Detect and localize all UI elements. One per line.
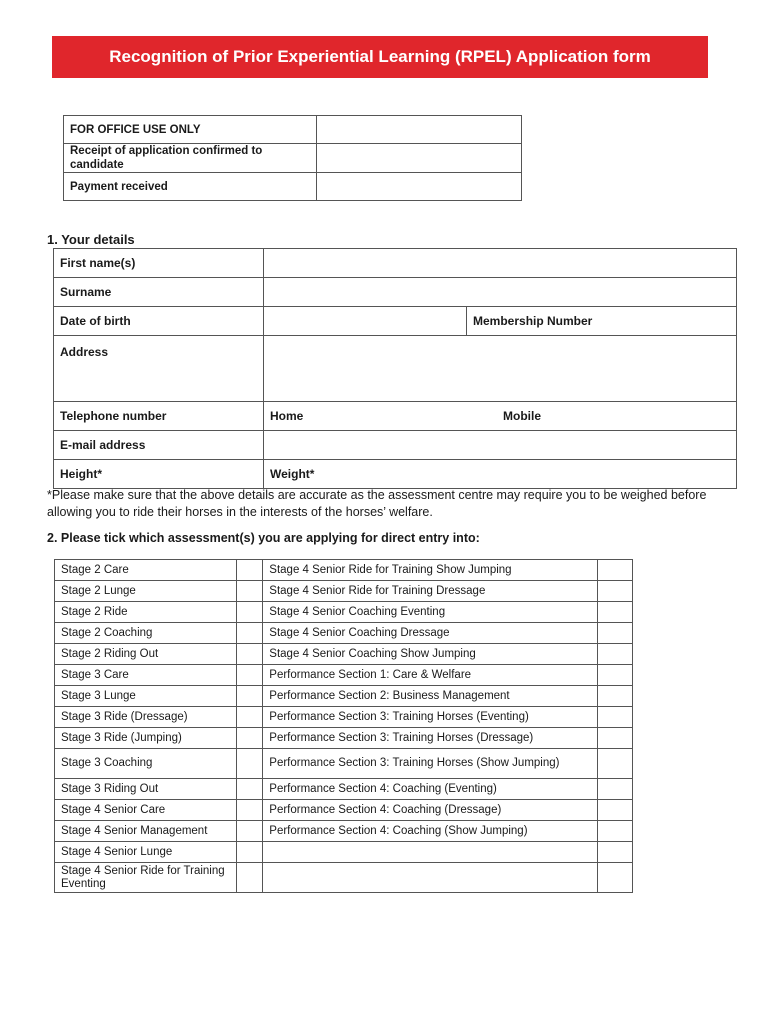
assessment-tick-box[interactable]: [597, 623, 632, 644]
payment-received-field[interactable]: [317, 173, 522, 201]
assessment-tick-box[interactable]: [597, 728, 632, 749]
email-label: E-mail address: [54, 431, 264, 460]
assessment-row: [55, 644, 633, 665]
assessment-label: Stage 4 Senior Management: [55, 821, 237, 842]
assessment-tick-box[interactable]: [597, 800, 632, 821]
assessment-label: Stage 3 Riding Out: [55, 779, 237, 800]
section-2-title: 2. Please tick which assessment(s) you are applying for direct entry into:: [47, 531, 480, 545]
address-field[interactable]: [264, 336, 737, 402]
weight-label: Weight*: [270, 467, 315, 481]
assessment-row: [55, 800, 633, 821]
assessment-label: Stage 4 Senior Coaching Show Jumping: [263, 644, 597, 665]
height-label: Height*: [60, 467, 102, 481]
telephone-field[interactable]: [264, 402, 737, 431]
assessment-label: Stage 4 Senior Coaching Dressage: [263, 623, 597, 644]
office-row: [64, 144, 522, 173]
assessment-tick-box[interactable]: [237, 602, 263, 623]
assessment-label: Stage 4 Senior Lunge: [55, 842, 237, 863]
assessment-label: Stage 4 Senior Ride for Training Show Jumping: [263, 560, 597, 581]
telephone-label: Telephone number: [54, 402, 264, 431]
assessment-row: [55, 749, 633, 779]
first-name-label: First name(s): [54, 249, 264, 278]
assessment-row: [55, 779, 633, 800]
assessment-label: Stage 3 Lunge: [55, 686, 237, 707]
first-name-field[interactable]: [264, 249, 737, 278]
assessment-tick-box[interactable]: [597, 749, 632, 779]
office-field[interactable]: [317, 116, 522, 144]
assessment-tick-box[interactable]: [237, 707, 263, 728]
assessment-row: [55, 728, 633, 749]
assessment-tick-box[interactable]: [237, 644, 263, 665]
assessment-label: Performance Section 4: Coaching (Dressage): [263, 800, 597, 821]
assessment-label: Performance Section 3: Training Horses (Dressage): [263, 728, 597, 749]
assessment-row: [55, 581, 633, 602]
assessment-tick-box[interactable]: [237, 728, 263, 749]
assessment-row: [55, 686, 633, 707]
assessment-row: [55, 623, 633, 644]
height-field[interactable]: [54, 460, 264, 489]
assessment-tick-box[interactable]: [237, 863, 263, 893]
assessment-label: Performance Section 3: Training Horses (Eventing): [263, 707, 597, 728]
office-label: Receipt of application confirmed to candidate: [64, 144, 317, 173]
assessment-tick-box[interactable]: [237, 665, 263, 686]
assessment-label: [263, 863, 597, 893]
assessment-tick-box[interactable]: [237, 560, 263, 581]
form-title-banner: [52, 36, 708, 78]
assessment-label: Performance Section 4: Coaching (Show Jumping): [263, 821, 597, 842]
accuracy-note: *Please make sure that the above details are accurate as the assessment centre may require you to be weighed before allowing you to ride their horses in the interests of the horses’ welfare.: [47, 488, 707, 519]
assessment-tick-box[interactable]: [597, 863, 632, 893]
email-field[interactable]: [264, 431, 737, 460]
assessment-label: Stage 3 Ride (Jumping): [55, 728, 237, 749]
assessment-label: Stage 4 Senior Coaching Eventing: [263, 602, 597, 623]
assessment-label: Stage 3 Coaching: [55, 749, 237, 779]
assessment-tick-box[interactable]: [597, 581, 632, 602]
assessment-tick-box[interactable]: [597, 707, 632, 728]
membership-number-label: Membership Number: [473, 314, 593, 328]
assessment-row: [55, 665, 633, 686]
assessment-tick-box[interactable]: [237, 821, 263, 842]
dob-label: Date of birth: [54, 307, 264, 336]
home-phone-label: Home: [270, 409, 304, 423]
assessment-row: [55, 842, 633, 863]
assessment-label: Stage 4 Senior Ride for Training Dressage: [263, 581, 597, 602]
assessment-tick-box[interactable]: [597, 560, 632, 581]
assessment-label: [263, 842, 597, 863]
assessment-label: Stage 4 Senior Ride for Training Eventing: [55, 863, 237, 893]
mobile-phone-label: Mobile: [503, 409, 541, 423]
assessment-tick-box[interactable]: [597, 665, 632, 686]
assessment-tick-box[interactable]: [597, 821, 632, 842]
assessment-tick-box[interactable]: [237, 842, 263, 863]
assessment-label: Performance Section 1: Care & Welfare: [263, 665, 597, 686]
address-label: Address: [54, 336, 264, 402]
surname-field[interactable]: [264, 278, 737, 307]
dob-field[interactable]: [264, 307, 467, 336]
assessment-tick-box[interactable]: [237, 800, 263, 821]
assessment-label: Performance Section 4: Coaching (Eventing): [263, 779, 597, 800]
assessment-row: [55, 707, 633, 728]
assessment-tick-box[interactable]: [597, 842, 632, 863]
assessment-label: Stage 2 Care: [55, 560, 237, 581]
assessment-label: Stage 2 Ride: [55, 602, 237, 623]
assessment-tick-box[interactable]: [237, 749, 263, 779]
assessment-tick-box[interactable]: [237, 686, 263, 707]
assessment-label: Stage 2 Lunge: [55, 581, 237, 602]
assessment-tick-box[interactable]: [597, 602, 632, 623]
assessment-label: Stage 4 Senior Care: [55, 800, 237, 821]
assessment-label: Stage 2 Riding Out: [55, 644, 237, 665]
receipt-confirmed-field[interactable]: [317, 144, 522, 173]
assessment-label: Stage 3 Care: [55, 665, 237, 686]
office-label: FOR OFFICE USE ONLY: [64, 116, 317, 144]
form-title: Recognition of Prior Experiential Learning (RPEL) Application form: [109, 47, 651, 66]
surname-label: Surname: [54, 278, 264, 307]
assessment-tick-box[interactable]: [597, 779, 632, 800]
office-row: [64, 173, 522, 201]
membership-number-field[interactable]: [467, 307, 737, 336]
assessment-table: [54, 559, 633, 893]
assessment-row: [55, 863, 633, 893]
assessment-tick-box[interactable]: [237, 623, 263, 644]
assessment-row: [55, 821, 633, 842]
office-row: [64, 116, 522, 144]
assessment-label: Performance Section 2: Business Management: [263, 686, 597, 707]
assessment-label: Stage 2 Coaching: [55, 623, 237, 644]
assessment-row: [55, 602, 633, 623]
assessment-row: [55, 560, 633, 581]
assessment-label: Stage 3 Ride (Dressage): [55, 707, 237, 728]
office-label: Payment received: [64, 173, 317, 201]
section-1-title: 1. Your details: [47, 232, 135, 247]
assessment-label: Performance Section 3: Training Horses (Show Jumping): [263, 749, 597, 779]
your-details-table: [53, 248, 737, 489]
weight-field[interactable]: [264, 460, 737, 489]
office-use-table: [63, 115, 522, 201]
assessment-tick-box[interactable]: [597, 644, 632, 665]
assessment-tick-box[interactable]: [237, 581, 263, 602]
assessment-tick-box[interactable]: [237, 779, 263, 800]
assessment-tick-box[interactable]: [597, 686, 632, 707]
